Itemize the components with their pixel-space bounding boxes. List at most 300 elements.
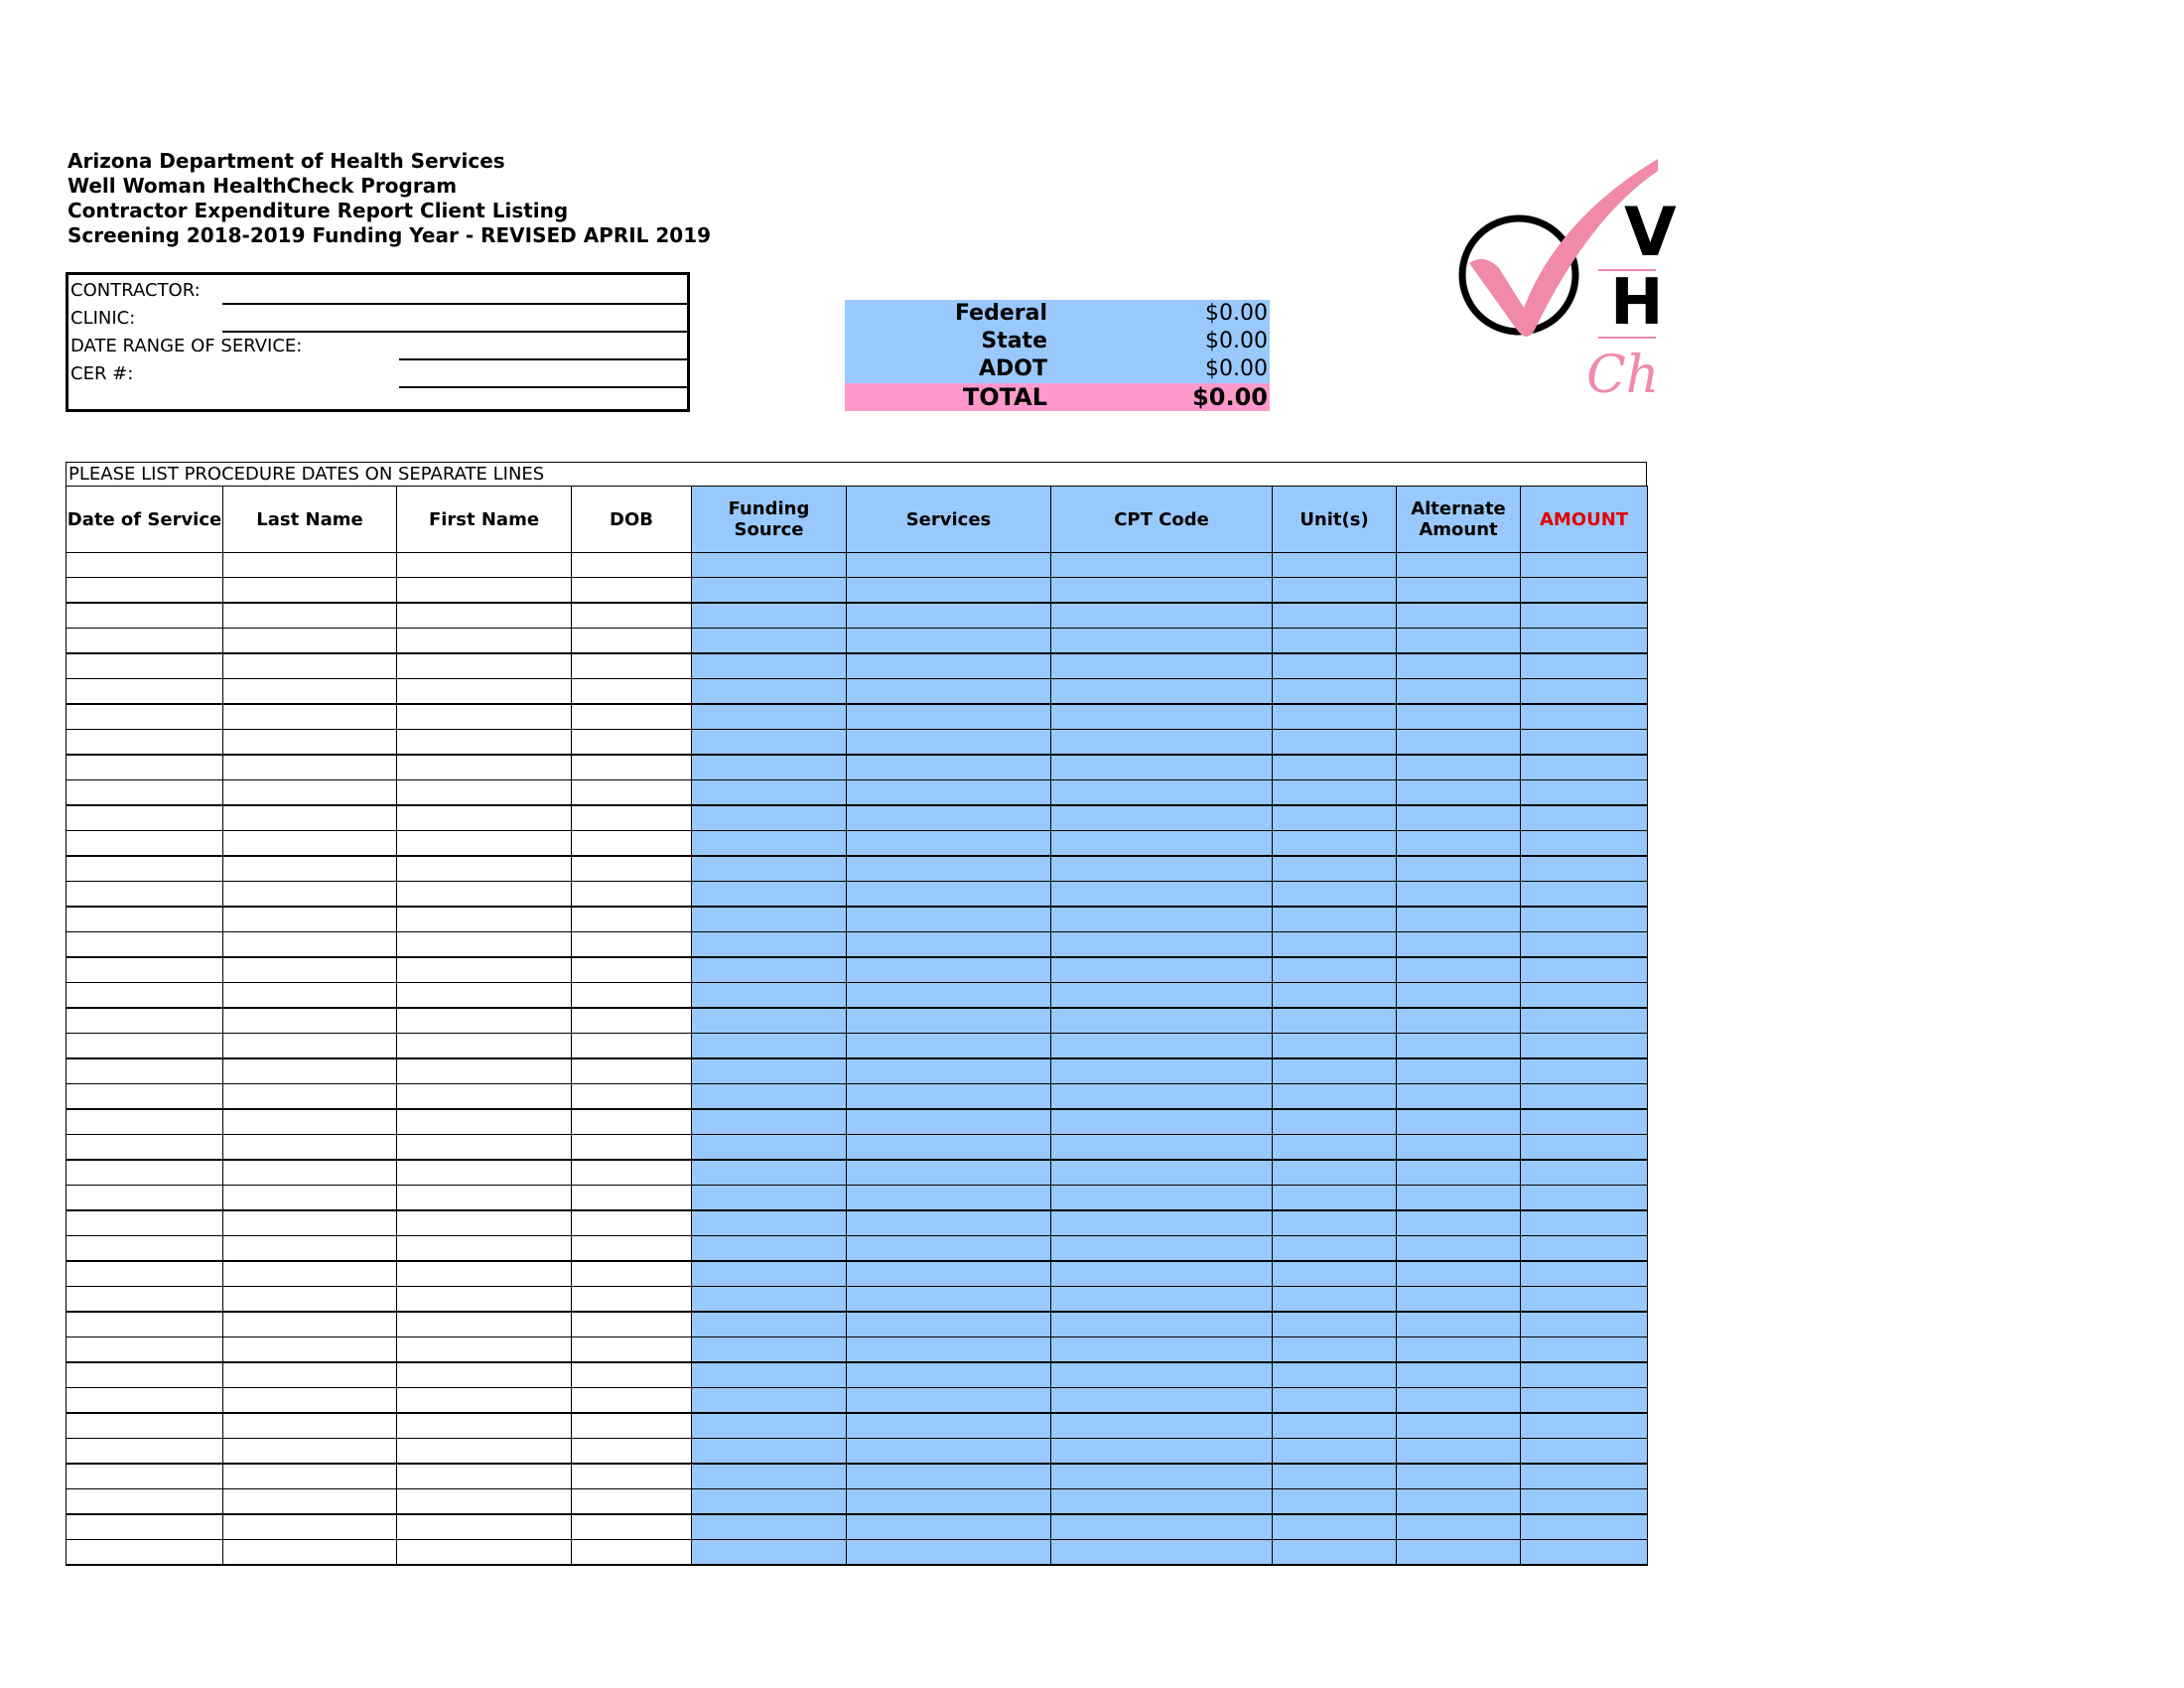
cell-alternate-amount[interactable] <box>1397 1413 1521 1439</box>
cell-dob[interactable] <box>572 1034 692 1059</box>
cell-alternate-amount[interactable] <box>1397 679 1521 705</box>
cell-cpt-code[interactable] <box>1051 1008 1273 1034</box>
cell-cpt-code[interactable] <box>1051 629 1273 654</box>
cell-alternate-amount[interactable] <box>1397 1388 1521 1414</box>
cell-units[interactable] <box>1273 1413 1397 1439</box>
cell-date[interactable] <box>67 907 223 932</box>
cell-amount[interactable] <box>1521 730 1648 756</box>
cell-funding-source[interactable] <box>692 1261 847 1287</box>
cell-cpt-code[interactable] <box>1051 1439 1273 1465</box>
cell-first-name[interactable] <box>397 1362 572 1388</box>
cell-date[interactable] <box>67 1058 223 1084</box>
cell-funding-source[interactable] <box>692 653 847 679</box>
cell-funding-source[interactable] <box>692 1160 847 1186</box>
cell-last-name[interactable] <box>223 1135 397 1161</box>
cell-cpt-code[interactable] <box>1051 1489 1273 1515</box>
cell-first-name[interactable] <box>397 983 572 1009</box>
cell-alternate-amount[interactable] <box>1397 780 1521 806</box>
cell-services[interactable] <box>847 1287 1051 1313</box>
cell-first-name[interactable] <box>397 1186 572 1211</box>
cell-funding-source[interactable] <box>692 1362 847 1388</box>
cell-cpt-code[interactable] <box>1051 1109 1273 1135</box>
cell-services[interactable] <box>847 1439 1051 1465</box>
cell-services[interactable] <box>847 1312 1051 1337</box>
cell-funding-source[interactable] <box>692 1540 847 1566</box>
cell-dob[interactable] <box>572 1312 692 1337</box>
cell-date[interactable] <box>67 1135 223 1161</box>
cell-first-name[interactable] <box>397 1210 572 1236</box>
cell-dob[interactable] <box>572 1109 692 1135</box>
cell-funding-source[interactable] <box>692 1312 847 1337</box>
cell-services[interactable] <box>847 1388 1051 1414</box>
cell-last-name[interactable] <box>223 1210 397 1236</box>
cell-units[interactable] <box>1273 730 1397 756</box>
cell-first-name[interactable] <box>397 1287 572 1313</box>
cell-cpt-code[interactable] <box>1051 1464 1273 1489</box>
cell-funding-source[interactable] <box>692 1464 847 1489</box>
cell-dob[interactable] <box>572 805 692 831</box>
cell-funding-source[interactable] <box>692 805 847 831</box>
cell-date[interactable] <box>67 1413 223 1439</box>
cell-units[interactable] <box>1273 1464 1397 1489</box>
cell-dob[interactable] <box>572 755 692 780</box>
cell-cpt-code[interactable] <box>1051 957 1273 983</box>
cell-funding-source[interactable] <box>692 932 847 958</box>
cell-services[interactable] <box>847 653 1051 679</box>
cell-dob[interactable] <box>572 1439 692 1465</box>
cell-cpt-code[interactable] <box>1051 1160 1273 1186</box>
cell-units[interactable] <box>1273 882 1397 908</box>
cell-units[interactable] <box>1273 553 1397 578</box>
cell-last-name[interactable] <box>223 907 397 932</box>
cell-cpt-code[interactable] <box>1051 1034 1273 1059</box>
cell-units[interactable] <box>1273 1388 1397 1414</box>
cell-cpt-code[interactable] <box>1051 1312 1273 1337</box>
cell-alternate-amount[interactable] <box>1397 730 1521 756</box>
cell-alternate-amount[interactable] <box>1397 1135 1521 1161</box>
cell-cpt-code[interactable] <box>1051 882 1273 908</box>
cell-alternate-amount[interactable] <box>1397 553 1521 578</box>
cell-dob[interactable] <box>572 1210 692 1236</box>
cell-last-name[interactable] <box>223 856 397 882</box>
cell-dob[interactable] <box>572 1489 692 1515</box>
cell-units[interactable] <box>1273 1362 1397 1388</box>
cell-alternate-amount[interactable] <box>1397 831 1521 857</box>
cell-funding-source[interactable] <box>692 1413 847 1439</box>
cell-amount[interactable] <box>1521 1160 1648 1186</box>
cell-date[interactable] <box>67 932 223 958</box>
cell-last-name[interactable] <box>223 780 397 806</box>
cell-cpt-code[interactable] <box>1051 805 1273 831</box>
cell-units[interactable] <box>1273 704 1397 730</box>
cell-first-name[interactable] <box>397 882 572 908</box>
cell-dob[interactable] <box>572 1514 692 1540</box>
cell-alternate-amount[interactable] <box>1397 1337 1521 1363</box>
cell-cpt-code[interactable] <box>1051 1186 1273 1211</box>
cell-first-name[interactable] <box>397 679 572 705</box>
cell-dob[interactable] <box>572 1058 692 1084</box>
cell-date[interactable] <box>67 1008 223 1034</box>
cell-amount[interactable] <box>1521 856 1648 882</box>
contractor-field[interactable] <box>222 303 687 305</box>
cell-units[interactable] <box>1273 1084 1397 1110</box>
cell-first-name[interactable] <box>397 603 572 629</box>
cell-amount[interactable] <box>1521 1362 1648 1388</box>
cell-amount[interactable] <box>1521 1540 1648 1566</box>
cell-first-name[interactable] <box>397 1008 572 1034</box>
cell-amount[interactable] <box>1521 653 1648 679</box>
cell-last-name[interactable] <box>223 1362 397 1388</box>
cell-first-name[interactable] <box>397 1413 572 1439</box>
cell-dob[interactable] <box>572 1388 692 1414</box>
cell-amount[interactable] <box>1521 1514 1648 1540</box>
cell-date[interactable] <box>67 1261 223 1287</box>
cell-funding-source[interactable] <box>692 1058 847 1084</box>
cell-last-name[interactable] <box>223 1540 397 1566</box>
cell-cpt-code[interactable] <box>1051 730 1273 756</box>
cell-units[interactable] <box>1273 1186 1397 1211</box>
cell-units[interactable] <box>1273 1337 1397 1363</box>
cell-last-name[interactable] <box>223 1236 397 1262</box>
cell-amount[interactable] <box>1521 679 1648 705</box>
cell-dob[interactable] <box>572 1337 692 1363</box>
cell-first-name[interactable] <box>397 730 572 756</box>
cell-last-name[interactable] <box>223 805 397 831</box>
cell-amount[interactable] <box>1521 1464 1648 1489</box>
cell-amount[interactable] <box>1521 1135 1648 1161</box>
cell-amount[interactable] <box>1521 578 1648 604</box>
cell-funding-source[interactable] <box>692 983 847 1009</box>
cell-funding-source[interactable] <box>692 957 847 983</box>
cell-last-name[interactable] <box>223 553 397 578</box>
cell-dob[interactable] <box>572 1008 692 1034</box>
cell-cpt-code[interactable] <box>1051 1084 1273 1110</box>
cell-first-name[interactable] <box>397 1236 572 1262</box>
cell-last-name[interactable] <box>223 629 397 654</box>
cell-dob[interactable] <box>572 1135 692 1161</box>
cell-services[interactable] <box>847 957 1051 983</box>
cell-units[interactable] <box>1273 780 1397 806</box>
cell-units[interactable] <box>1273 653 1397 679</box>
cell-funding-source[interactable] <box>692 1287 847 1313</box>
cell-amount[interactable] <box>1521 1261 1648 1287</box>
cell-funding-source[interactable] <box>692 704 847 730</box>
cell-amount[interactable] <box>1521 1034 1648 1059</box>
cell-units[interactable] <box>1273 983 1397 1009</box>
cell-date[interactable] <box>67 1540 223 1566</box>
cell-units[interactable] <box>1273 1034 1397 1059</box>
cell-first-name[interactable] <box>397 1058 572 1084</box>
cell-date[interactable] <box>67 1084 223 1110</box>
cell-funding-source[interactable] <box>692 755 847 780</box>
cell-first-name[interactable] <box>397 1464 572 1489</box>
cell-amount[interactable] <box>1521 983 1648 1009</box>
cell-amount[interactable] <box>1521 1287 1648 1313</box>
cell-funding-source[interactable] <box>692 730 847 756</box>
cell-last-name[interactable] <box>223 1312 397 1337</box>
cell-amount[interactable] <box>1521 957 1648 983</box>
cell-last-name[interactable] <box>223 1034 397 1059</box>
cell-amount[interactable] <box>1521 805 1648 831</box>
cell-dob[interactable] <box>572 780 692 806</box>
cell-dob[interactable] <box>572 1084 692 1110</box>
cell-alternate-amount[interactable] <box>1397 1287 1521 1313</box>
cell-date[interactable] <box>67 1287 223 1313</box>
cell-last-name[interactable] <box>223 755 397 780</box>
cell-date[interactable] <box>67 553 223 578</box>
cell-funding-source[interactable] <box>692 1034 847 1059</box>
cell-funding-source[interactable] <box>692 831 847 857</box>
cell-units[interactable] <box>1273 907 1397 932</box>
cell-date[interactable] <box>67 1236 223 1262</box>
cell-first-name[interactable] <box>397 780 572 806</box>
cell-alternate-amount[interactable] <box>1397 932 1521 958</box>
cell-dob[interactable] <box>572 957 692 983</box>
cell-first-name[interactable] <box>397 1337 572 1363</box>
cell-units[interactable] <box>1273 1312 1397 1337</box>
cell-units[interactable] <box>1273 1210 1397 1236</box>
cell-services[interactable] <box>847 831 1051 857</box>
cell-services[interactable] <box>847 1464 1051 1489</box>
cell-alternate-amount[interactable] <box>1397 882 1521 908</box>
cell-dob[interactable] <box>572 679 692 705</box>
cell-units[interactable] <box>1273 755 1397 780</box>
cell-funding-source[interactable] <box>692 629 847 654</box>
cell-date[interactable] <box>67 1489 223 1515</box>
cell-dob[interactable] <box>572 1362 692 1388</box>
cell-amount[interactable] <box>1521 1058 1648 1084</box>
cell-amount[interactable] <box>1521 1413 1648 1439</box>
cell-cpt-code[interactable] <box>1051 578 1273 604</box>
cell-dob[interactable] <box>572 983 692 1009</box>
cell-cpt-code[interactable] <box>1051 831 1273 857</box>
cell-date[interactable] <box>67 755 223 780</box>
cell-amount[interactable] <box>1521 1337 1648 1363</box>
cell-alternate-amount[interactable] <box>1397 805 1521 831</box>
cell-date[interactable] <box>67 1210 223 1236</box>
cell-alternate-amount[interactable] <box>1397 856 1521 882</box>
cell-units[interactable] <box>1273 856 1397 882</box>
cell-services[interactable] <box>847 1261 1051 1287</box>
cell-amount[interactable] <box>1521 553 1648 578</box>
cell-alternate-amount[interactable] <box>1397 957 1521 983</box>
cell-alternate-amount[interactable] <box>1397 1034 1521 1059</box>
cell-first-name[interactable] <box>397 629 572 654</box>
cell-amount[interactable] <box>1521 1236 1648 1262</box>
cell-date[interactable] <box>67 578 223 604</box>
cell-services[interactable] <box>847 553 1051 578</box>
cell-dob[interactable] <box>572 1540 692 1566</box>
cell-funding-source[interactable] <box>692 1084 847 1110</box>
cell-cpt-code[interactable] <box>1051 1362 1273 1388</box>
cell-date[interactable] <box>67 780 223 806</box>
cell-date[interactable] <box>67 629 223 654</box>
cell-alternate-amount[interactable] <box>1397 603 1521 629</box>
cell-services[interactable] <box>847 1540 1051 1566</box>
cell-alternate-amount[interactable] <box>1397 1109 1521 1135</box>
cell-amount[interactable] <box>1521 932 1648 958</box>
cell-date[interactable] <box>67 1034 223 1059</box>
cell-cpt-code[interactable] <box>1051 1514 1273 1540</box>
cell-units[interactable] <box>1273 1135 1397 1161</box>
cell-dob[interactable] <box>572 1261 692 1287</box>
cell-units[interactable] <box>1273 629 1397 654</box>
cell-cpt-code[interactable] <box>1051 1413 1273 1439</box>
cell-last-name[interactable] <box>223 1514 397 1540</box>
cell-last-name[interactable] <box>223 1058 397 1084</box>
cell-amount[interactable] <box>1521 1210 1648 1236</box>
cell-services[interactable] <box>847 882 1051 908</box>
cell-alternate-amount[interactable] <box>1397 1540 1521 1566</box>
cell-date[interactable] <box>67 882 223 908</box>
cell-first-name[interactable] <box>397 553 572 578</box>
cell-date[interactable] <box>67 603 223 629</box>
cell-amount[interactable] <box>1521 1312 1648 1337</box>
cell-first-name[interactable] <box>397 1160 572 1186</box>
cell-amount[interactable] <box>1521 907 1648 932</box>
cell-services[interactable] <box>847 679 1051 705</box>
cell-funding-source[interactable] <box>692 1135 847 1161</box>
cell-dob[interactable] <box>572 882 692 908</box>
cell-date[interactable] <box>67 805 223 831</box>
cell-cpt-code[interactable] <box>1051 780 1273 806</box>
cell-last-name[interactable] <box>223 957 397 983</box>
cell-first-name[interactable] <box>397 1439 572 1465</box>
cell-funding-source[interactable] <box>692 603 847 629</box>
cell-amount[interactable] <box>1521 780 1648 806</box>
cell-services[interactable] <box>847 1135 1051 1161</box>
cell-cpt-code[interactable] <box>1051 755 1273 780</box>
cell-services[interactable] <box>847 780 1051 806</box>
cell-units[interactable] <box>1273 957 1397 983</box>
cell-services[interactable] <box>847 629 1051 654</box>
cell-alternate-amount[interactable] <box>1397 1084 1521 1110</box>
cell-services[interactable] <box>847 1514 1051 1540</box>
cell-units[interactable] <box>1273 1514 1397 1540</box>
cell-first-name[interactable] <box>397 578 572 604</box>
cell-amount[interactable] <box>1521 1439 1648 1465</box>
cell-funding-source[interactable] <box>692 1388 847 1414</box>
cell-alternate-amount[interactable] <box>1397 907 1521 932</box>
cell-cpt-code[interactable] <box>1051 1388 1273 1414</box>
cell-alternate-amount[interactable] <box>1397 1186 1521 1211</box>
cell-services[interactable] <box>847 1337 1051 1363</box>
cell-first-name[interactable] <box>397 704 572 730</box>
cell-services[interactable] <box>847 907 1051 932</box>
cell-last-name[interactable] <box>223 1413 397 1439</box>
cell-date[interactable] <box>67 1362 223 1388</box>
cell-cpt-code[interactable] <box>1051 1261 1273 1287</box>
cell-date[interactable] <box>67 1439 223 1465</box>
cell-dob[interactable] <box>572 831 692 857</box>
cell-last-name[interactable] <box>223 983 397 1009</box>
cell-alternate-amount[interactable] <box>1397 1008 1521 1034</box>
cell-amount[interactable] <box>1521 831 1648 857</box>
cell-date[interactable] <box>67 679 223 705</box>
cell-last-name[interactable] <box>223 1388 397 1414</box>
cell-amount[interactable] <box>1521 629 1648 654</box>
cell-units[interactable] <box>1273 1439 1397 1465</box>
cell-services[interactable] <box>847 983 1051 1009</box>
cell-funding-source[interactable] <box>692 578 847 604</box>
cell-units[interactable] <box>1273 1058 1397 1084</box>
cell-amount[interactable] <box>1521 1008 1648 1034</box>
cell-dob[interactable] <box>572 932 692 958</box>
cell-units[interactable] <box>1273 1236 1397 1262</box>
cell-amount[interactable] <box>1521 1186 1648 1211</box>
cell-first-name[interactable] <box>397 1312 572 1337</box>
cell-funding-source[interactable] <box>692 882 847 908</box>
cell-dob[interactable] <box>572 629 692 654</box>
cell-services[interactable] <box>847 1109 1051 1135</box>
cell-last-name[interactable] <box>223 1008 397 1034</box>
cell-alternate-amount[interactable] <box>1397 1160 1521 1186</box>
cell-services[interactable] <box>847 1160 1051 1186</box>
cell-funding-source[interactable] <box>692 1489 847 1515</box>
cell-units[interactable] <box>1273 1261 1397 1287</box>
cell-last-name[interactable] <box>223 679 397 705</box>
cell-dob[interactable] <box>572 653 692 679</box>
cell-date[interactable] <box>67 831 223 857</box>
cell-units[interactable] <box>1273 831 1397 857</box>
cell-date[interactable] <box>67 1388 223 1414</box>
cell-date[interactable] <box>67 1514 223 1540</box>
cell-units[interactable] <box>1273 805 1397 831</box>
cell-date[interactable] <box>67 1464 223 1489</box>
cell-amount[interactable] <box>1521 704 1648 730</box>
cell-alternate-amount[interactable] <box>1397 578 1521 604</box>
cell-date[interactable] <box>67 856 223 882</box>
cell-alternate-amount[interactable] <box>1397 1464 1521 1489</box>
cell-services[interactable] <box>847 1489 1051 1515</box>
cell-last-name[interactable] <box>223 831 397 857</box>
cell-cpt-code[interactable] <box>1051 553 1273 578</box>
cell-cpt-code[interactable] <box>1051 983 1273 1009</box>
cell-dob[interactable] <box>572 1236 692 1262</box>
cell-last-name[interactable] <box>223 1287 397 1313</box>
cell-funding-source[interactable] <box>692 1210 847 1236</box>
cell-funding-source[interactable] <box>692 907 847 932</box>
cell-last-name[interactable] <box>223 1439 397 1465</box>
cell-first-name[interactable] <box>397 805 572 831</box>
cell-last-name[interactable] <box>223 1261 397 1287</box>
cell-units[interactable] <box>1273 1540 1397 1566</box>
cell-date[interactable] <box>67 1186 223 1211</box>
cell-alternate-amount[interactable] <box>1397 704 1521 730</box>
cell-amount[interactable] <box>1521 603 1648 629</box>
cell-first-name[interactable] <box>397 831 572 857</box>
cell-cpt-code[interactable] <box>1051 1236 1273 1262</box>
cell-amount[interactable] <box>1521 1388 1648 1414</box>
cell-services[interactable] <box>847 856 1051 882</box>
cell-cpt-code[interactable] <box>1051 856 1273 882</box>
cell-dob[interactable] <box>572 704 692 730</box>
cell-alternate-amount[interactable] <box>1397 1362 1521 1388</box>
cell-cpt-code[interactable] <box>1051 603 1273 629</box>
cell-first-name[interactable] <box>397 1540 572 1566</box>
cell-first-name[interactable] <box>397 1034 572 1059</box>
cell-services[interactable] <box>847 730 1051 756</box>
cell-services[interactable] <box>847 1058 1051 1084</box>
clinic-field[interactable] <box>222 331 687 333</box>
cell-last-name[interactable] <box>223 882 397 908</box>
cell-dob[interactable] <box>572 1287 692 1313</box>
cell-first-name[interactable] <box>397 1489 572 1515</box>
cell-cpt-code[interactable] <box>1051 653 1273 679</box>
cell-date[interactable] <box>67 1337 223 1363</box>
cell-services[interactable] <box>847 755 1051 780</box>
cell-last-name[interactable] <box>223 653 397 679</box>
